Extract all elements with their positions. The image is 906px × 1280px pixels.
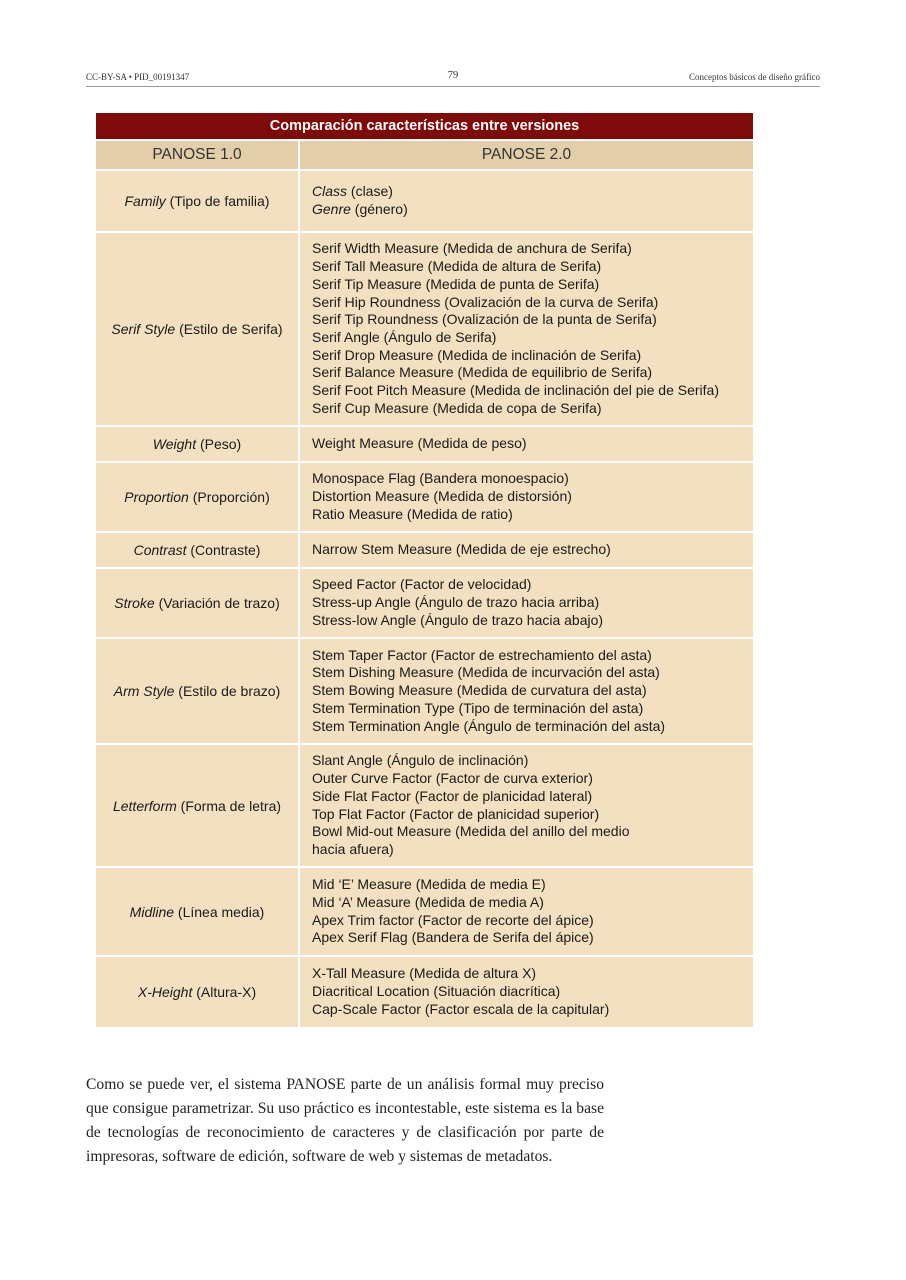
term-translation: (Tipo de familia) bbox=[165, 193, 270, 209]
term-label: Weight bbox=[152, 436, 197, 452]
panose2-cell bbox=[299, 232, 754, 426]
column-header-panose-1: PANOSE 1.0 bbox=[95, 140, 299, 170]
panose2-item: Serif Angle (Ángulo de Serifa) bbox=[312, 329, 497, 345]
panose2-item: hacia afuera) bbox=[312, 840, 394, 857]
panose1-cell bbox=[95, 532, 299, 568]
panose2-cell bbox=[299, 462, 754, 532]
term-label: Proportion bbox=[124, 489, 189, 505]
term-label: Stroke bbox=[114, 595, 155, 611]
panose2-item: Slant Angle (Ángulo de inclinación) bbox=[312, 752, 529, 769]
panose2-item: Stem Dishing Measure (Medida de incurvación del asta) bbox=[312, 664, 660, 681]
panose2-item: Serif Tall Measure (Medida de altura de Serifa) bbox=[312, 258, 602, 275]
panose2-item: Class (clase) bbox=[312, 183, 393, 200]
panose2-item: Cap-Scale Factor (Factor escala de la capitular) bbox=[312, 1000, 610, 1017]
panose2-item: Speed Factor (Factor de velocidad) bbox=[312, 576, 532, 593]
body-paragraph: Como se puede ver, el sistema PANOSE parte de un análisis formal muy preciso que consigue parametrizar. Su uso práctico es incontestable, este sistema es la base de tecnologías de reconocimiento de caracteres y de clasificación por parte de impresoras, software de edición, software de web y sistemas de metadatos. bbox=[86, 1075, 604, 1165]
panose2-item: Serif Cup Measure (Medida de copa de Serifa) bbox=[312, 399, 602, 416]
panose2-item: Serif Width Measure (Medida de anchura de Serifa) bbox=[312, 240, 632, 257]
panose2-item: Serif Tip Measure (Medida de punta de Serifa) bbox=[312, 275, 600, 292]
header-license: CC-BY-SA • PID_00191347 bbox=[86, 72, 190, 82]
term-translation: (Estilo de Serifa) bbox=[175, 321, 283, 337]
table-row-midline bbox=[95, 867, 754, 956]
panose2-item: Stem Termination Angle (Ángulo de terminación del asta) bbox=[312, 717, 666, 734]
panose2-item: Serif Tip Roundness (Ovalización de la punta de Serifa) bbox=[312, 311, 657, 328]
panose1-cell bbox=[95, 568, 299, 638]
panose2-item: Serif Hip Roundness (Ovalización de la curva de Serifa) bbox=[312, 293, 659, 310]
panose1-cell bbox=[95, 638, 299, 744]
panose2-item: Monospace Flag (Bandera monoespacio) bbox=[312, 470, 569, 487]
term-translation: (Forma de letra) bbox=[176, 797, 282, 814]
term-translation: (Contraste) bbox=[186, 542, 261, 558]
term-translation: (Estilo de brazo) bbox=[174, 683, 281, 699]
panose1-cell bbox=[95, 426, 299, 462]
page-number: 79 bbox=[447, 70, 459, 81]
panose2-item: Serif Balance Measure (Medida de equilibrio de Serifa) bbox=[312, 364, 653, 381]
panose1-cell bbox=[95, 462, 299, 532]
panose1-cell bbox=[95, 170, 299, 232]
panose2-item: Outer Curve Factor (Factor de curva exterior) bbox=[312, 770, 593, 787]
panose2-cell bbox=[299, 170, 754, 232]
table-row-serif-style bbox=[95, 232, 754, 426]
table-row-stroke bbox=[95, 568, 754, 638]
panose2-item: Mid ‘A’ Measure (Medida de media A) bbox=[312, 893, 544, 910]
term-translation: (Variación de trazo) bbox=[154, 595, 280, 611]
term-translation: (Peso) bbox=[196, 436, 242, 452]
panose2-cell bbox=[299, 532, 754, 568]
term-label: X-Height bbox=[137, 984, 193, 1000]
table-row-arm-style bbox=[95, 638, 754, 744]
panose2-cell bbox=[299, 568, 754, 638]
panose2-item: X-Tall Measure (Medida de altura X) bbox=[312, 965, 537, 982]
term-label: Arm Style bbox=[113, 683, 175, 699]
table-row-contrast bbox=[95, 532, 754, 568]
panose2-item: Apex Trim factor (Factor de recorte del ápice) bbox=[312, 911, 594, 928]
table-title: Comparación características entre versiones bbox=[95, 112, 754, 140]
term-translation: (Línea media) bbox=[174, 903, 265, 920]
panose2-item: Stem Taper Factor (Factor de estrechamiento del asta) bbox=[312, 646, 652, 663]
panose2-item: Bowl Mid-out Measure (Medida del anillo del medio bbox=[312, 823, 630, 840]
panose2-item: Mid ‘E’ Measure (Medida de media E) bbox=[312, 876, 546, 893]
panose1-cell bbox=[95, 232, 299, 426]
panose2-item: Stem Bowing Measure (Medida de curvatura del asta) bbox=[312, 682, 647, 699]
term-label: Midline bbox=[129, 903, 175, 920]
panose2-item: Ratio Measure (Medida de ratio) bbox=[312, 505, 513, 522]
panose2-cell bbox=[299, 744, 754, 867]
panose2-cell bbox=[299, 956, 754, 1028]
term-label: Letterform bbox=[112, 797, 177, 814]
panose1-cell bbox=[95, 867, 299, 956]
term-label: Family bbox=[124, 193, 166, 209]
panose2-item: Diacritical Location (Situación diacrítica) bbox=[312, 983, 561, 1000]
term-label: Serif Style bbox=[111, 321, 176, 337]
panose2-item: Weight Measure (Medida de peso) bbox=[312, 435, 527, 452]
term-label: Contrast bbox=[133, 542, 187, 558]
panose2-cell bbox=[299, 426, 754, 462]
panose2-item: Stress-low Angle (Ángulo de trazo hacia abajo) bbox=[312, 611, 604, 628]
table-row-family bbox=[95, 170, 754, 232]
panose2-item: Side Flat Factor (Factor de planicidad lateral) bbox=[312, 787, 593, 804]
panose2-cell bbox=[299, 638, 754, 744]
panose2-cell bbox=[299, 867, 754, 956]
panose1-cell bbox=[95, 956, 299, 1028]
panose2-item: Distortion Measure (Medida de distorsión) bbox=[312, 488, 572, 505]
panose2-item: Stem Termination Type (Tipo de terminación del asta) bbox=[312, 699, 644, 716]
panose2-item: Serif Drop Measure (Medida de inclinación de Serifa) bbox=[312, 346, 642, 363]
running-header bbox=[86, 70, 820, 87]
table-row-x-height bbox=[95, 956, 754, 1028]
panose-comparison-table bbox=[94, 111, 755, 1029]
panose2-item: Apex Serif Flag (Bandera de Serifa del ápice) bbox=[312, 929, 594, 946]
table-row-letterform bbox=[95, 744, 754, 867]
panose2-item: Serif Foot Pitch Measure (Medida de inclinación del pie de Serifa) bbox=[312, 382, 719, 399]
header-book-title: Conceptos básicos de diseño gráfico bbox=[689, 72, 820, 82]
term-translation: (Proporción) bbox=[188, 489, 270, 505]
panose2-item: Stress-up Angle (Ángulo de trazo hacia arriba) bbox=[312, 594, 600, 611]
panose2-item: Narrow Stem Measure (Medida de eje estrecho) bbox=[312, 541, 611, 558]
column-header-panose-2: PANOSE 2.0 bbox=[299, 140, 754, 170]
panose2-item: Genre (género) bbox=[312, 201, 408, 217]
table-row-weight bbox=[95, 426, 754, 462]
panose1-cell bbox=[95, 744, 299, 867]
table-row-proportion bbox=[95, 462, 754, 532]
panose2-item: Top Flat Factor (Factor de planicidad superior) bbox=[312, 805, 600, 822]
term-translation: (Altura-X) bbox=[192, 984, 257, 1000]
